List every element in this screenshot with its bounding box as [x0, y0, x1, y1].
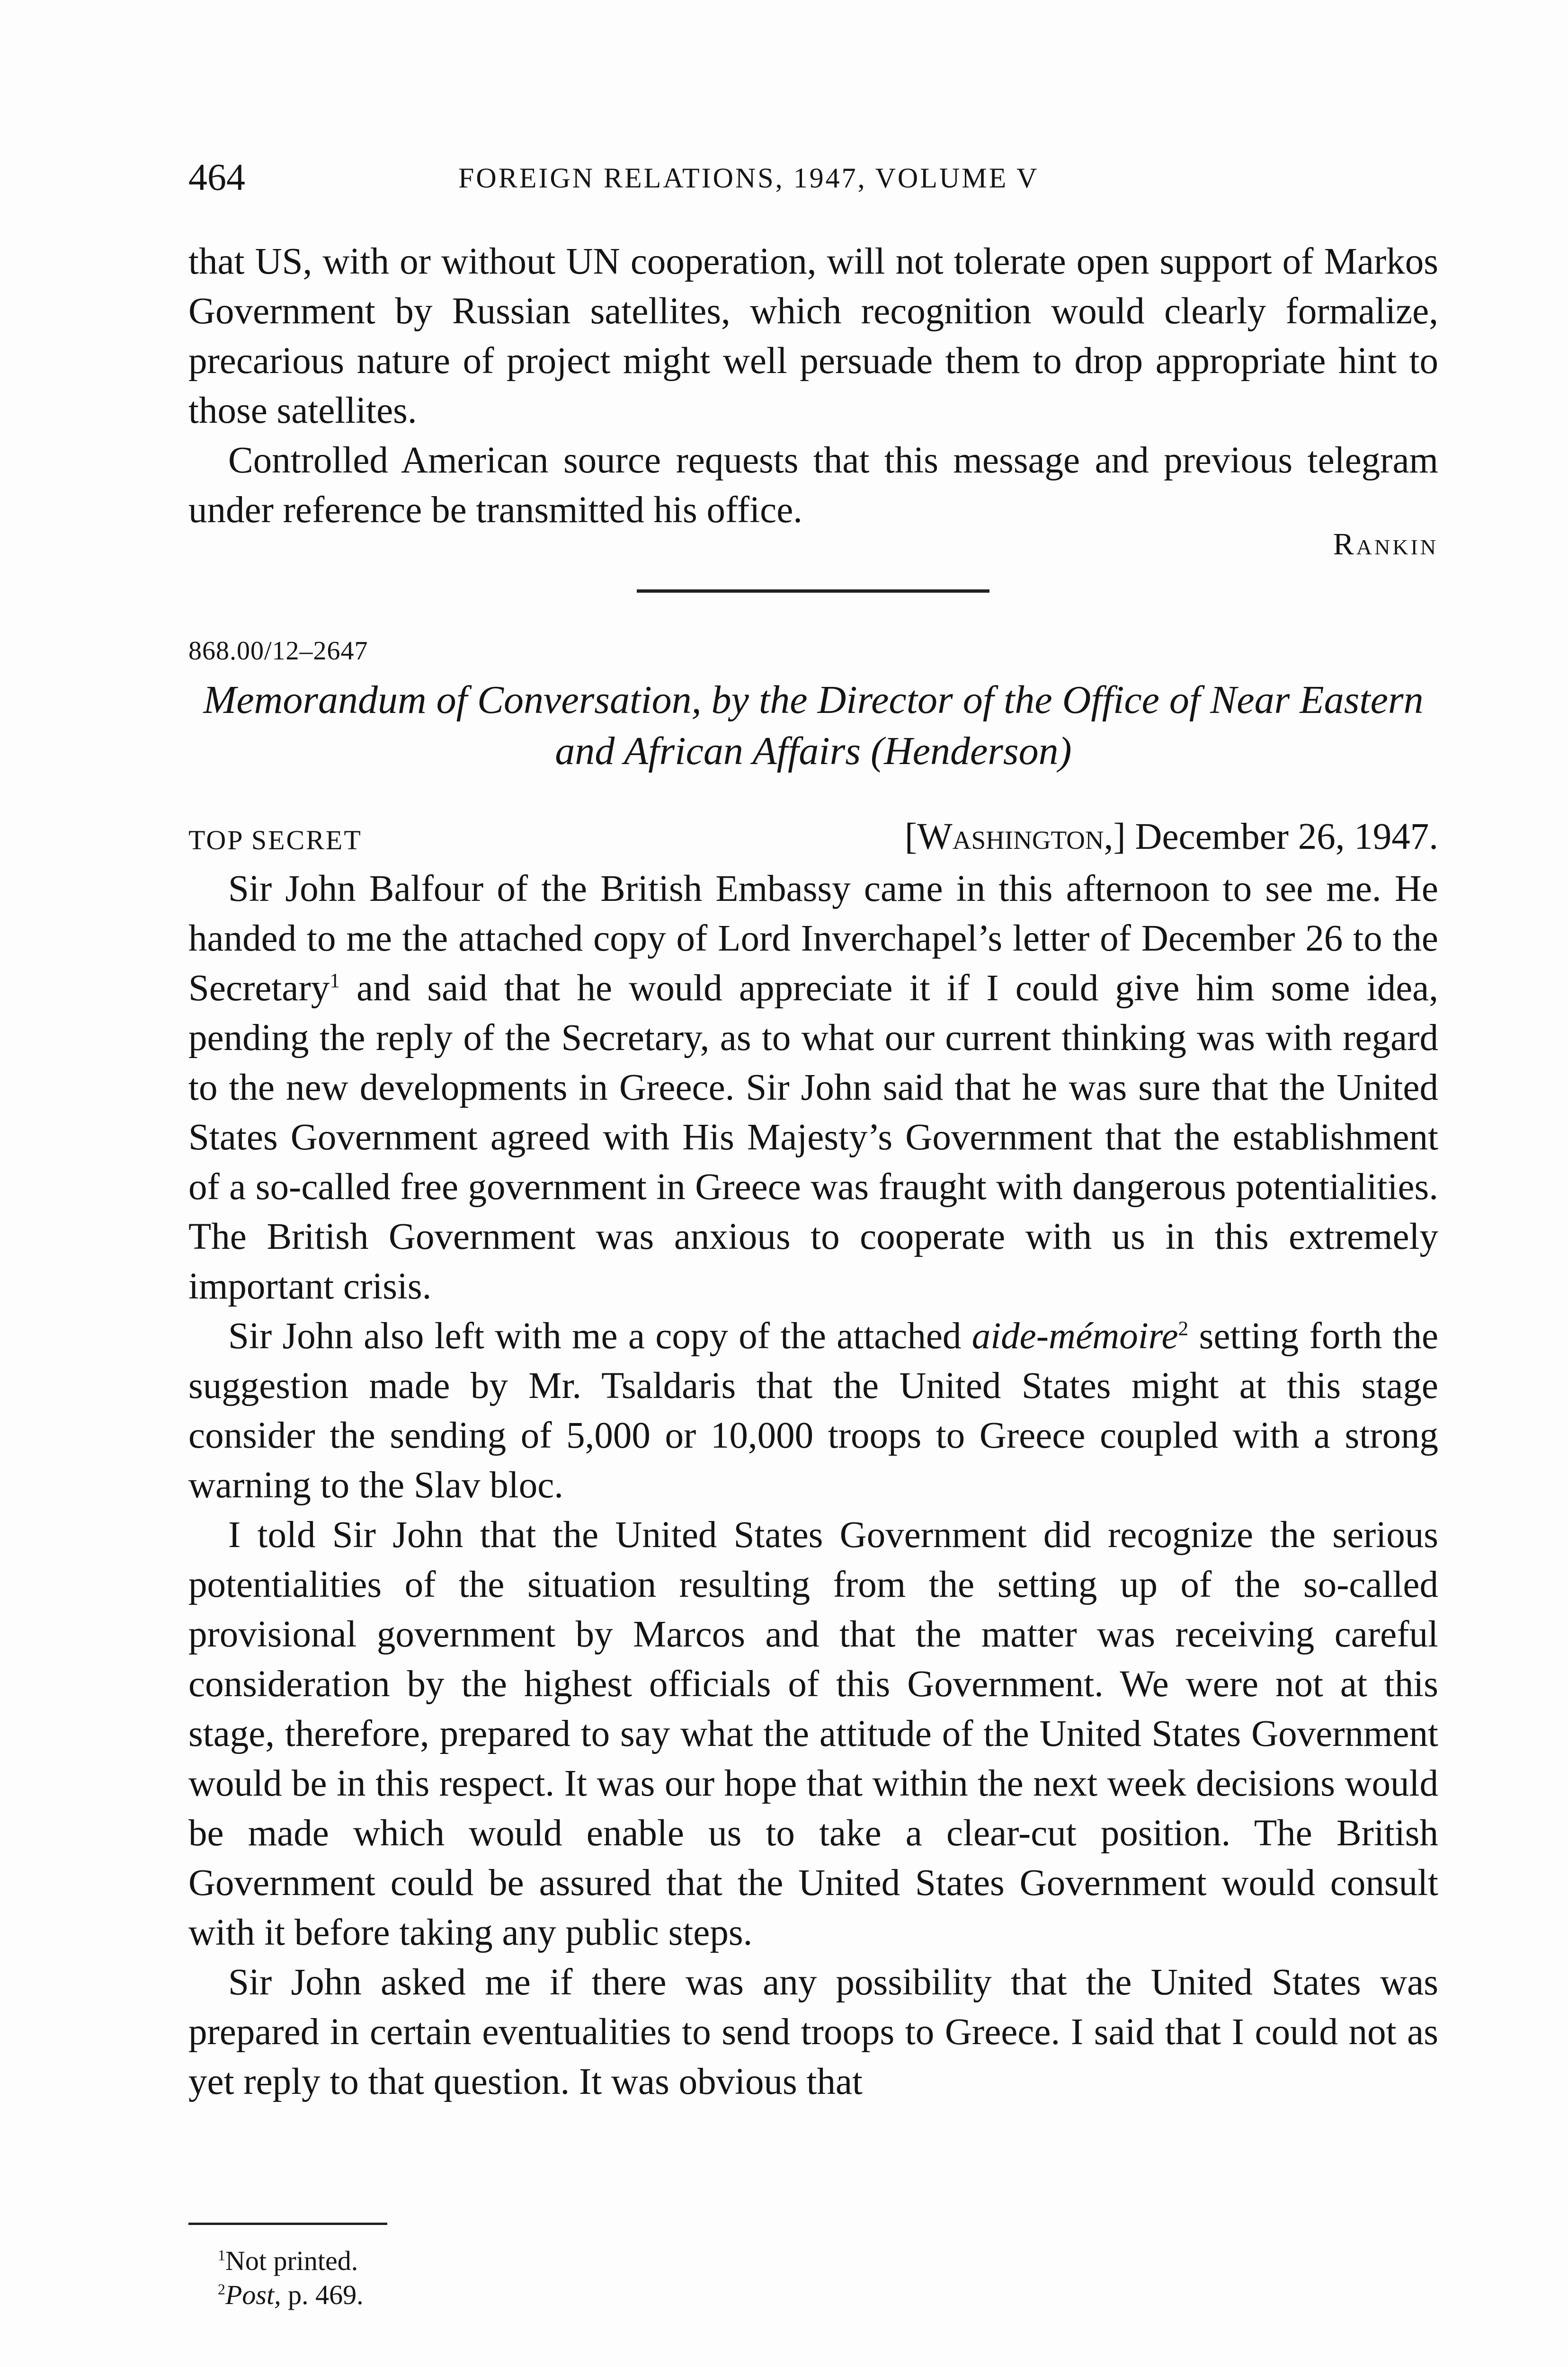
classification-label: TOP SECRET [188, 825, 362, 855]
dateline-date: December 26, 1947. [1135, 816, 1438, 857]
page-header [188, 156, 1438, 199]
running-title: FOREIGN RELATIONS, 1947, VOLUME V [458, 162, 1039, 194]
paragraph-text: and said that he would appreciate it if I could give him some idea, pending the reply of the Secretary, as to what our current thinking was with regard to the new developments in Greece. Sir John said that he was sure that the United States Government agreed with His Majesty’s Government that the establishment of a so-called free government in Greece was fraught with dangerous potentialities. The British Government was anxious to cooperate with us in this extremely important crisis. [188, 968, 1438, 1307]
footnote-number: 1 [218, 2247, 225, 2264]
dateline-place: [Washington,] [904, 816, 1126, 857]
footnote-text: p. 469. [281, 2279, 364, 2310]
dateline [905, 812, 1438, 862]
continued-paragraph: that US, with or without UN cooperation, will not tolerate open support of Markos Government by Russian satellites, which recognition would clearly formalize, precarious nature of project might well persuade them to drop appropriate hint to those satellites. [188, 241, 1438, 431]
memorandum-body [188, 864, 1438, 2107]
footnote-marker: 2 [1178, 1317, 1189, 1340]
footnotes [218, 2244, 364, 2312]
body-paragraph [188, 864, 1438, 1311]
footnote-text: Not printed. [225, 2245, 358, 2276]
footnote-marker: 1 [330, 969, 340, 992]
continued-paragraph: Controlled American source requests that this message and previous telegram under reference be transmitted his office. [188, 440, 1438, 531]
page-number: 464 [188, 157, 245, 198]
signature: Rankin [1333, 527, 1438, 561]
body-paragraph: Sir John asked me if there was any possibility that the United States was prepared in certain eventualities to send troops to Greece. I said that I could not as yet reply to that question. It was obvious that [188, 1962, 1438, 2102]
paragraph-text: Sir John Balfour of the British Embassy came in this afternoon to see me. He handed to me the attached copy of Lord Inverchapel’s letter of December 26 to the Secretary [188, 868, 1438, 1009]
section-divider [637, 589, 989, 593]
continued-text [188, 237, 1438, 535]
paragraph-text: setting forth the suggestion made by Mr. Tsaldaris that the United States might at this stage consider the sending of 5,000 or 10,000 troops to Greece coupled with a strong warning to the Slav bloc. [188, 1316, 1439, 1506]
footnote-item [218, 2244, 364, 2278]
footnote-italic: Post, [225, 2279, 281, 2310]
footnote-number: 2 [218, 2281, 225, 2298]
footnote-divider [188, 2223, 387, 2225]
file-number: 868.00/12–2647 [188, 636, 368, 666]
body-paragraph: I told Sir John that the United States Government did recognize the serious potentialities of the situation resulting from the setting up of the so-called provisional government by Marcos and that the matter was receiving careful consideration by the highest officials of this Government. We were not at this stage, therefore, prepared to say what the attitude of the United States Government would be in this respect. It was our hope that within the next week decisions would be made which would enable us to take a clear-cut position. The British Government could be assured that the United States Government would consult with it before taking any public steps. [188, 1514, 1438, 1953]
document-title: Memorandum of Conversation, by the Director of the Office of Near Eastern and African Affairs (Henderson) [203, 678, 1424, 773]
footnote-item [218, 2278, 364, 2312]
italic-term: aide-mémoire [971, 1316, 1178, 1357]
body-paragraph [188, 1311, 1438, 1510]
paragraph-text: Sir John also left with me a copy of the attached [228, 1316, 972, 1357]
